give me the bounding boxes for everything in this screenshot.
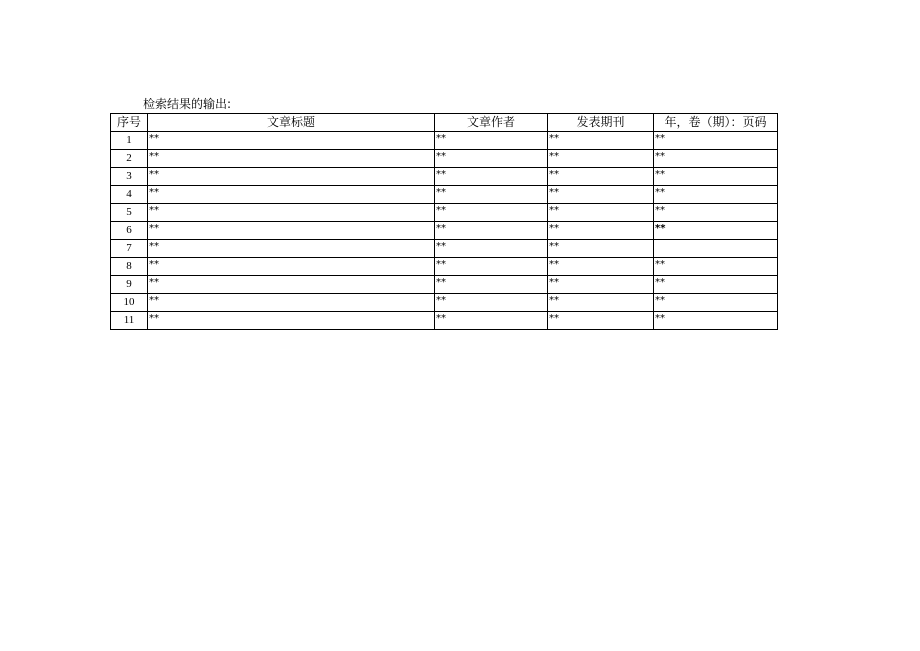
cell-pages: ** (654, 222, 778, 240)
cell-pages (654, 240, 778, 258)
cell-title: ** (148, 132, 435, 150)
header-row (111, 114, 778, 132)
cell-journal: ** (548, 186, 654, 204)
cell-journal: ** (548, 168, 654, 186)
cell-no: 3 (111, 168, 148, 186)
table-row (111, 204, 778, 222)
cell-journal: ** (548, 312, 654, 330)
table-body (111, 132, 778, 330)
cell-pages: ** (654, 258, 778, 276)
header-pages: 年，卷（期）：页码 (654, 114, 778, 132)
cell-no: 1 (111, 132, 148, 150)
cell-journal: ** (548, 222, 654, 240)
table-row (111, 312, 778, 330)
cell-pages: ** (654, 294, 778, 312)
caption: 检索结果的输出: (143, 97, 232, 111)
cell-no: 11 (111, 312, 148, 330)
header-title: 文章标题 (148, 114, 435, 132)
cell-author: ** (435, 258, 548, 276)
cell-pages: ** (654, 312, 778, 330)
cell-author: ** (435, 312, 548, 330)
cell-author: ** (435, 168, 548, 186)
cell-journal: ** (548, 204, 654, 222)
cell-journal: ** (548, 132, 654, 150)
table-row (111, 258, 778, 276)
results-table (110, 113, 778, 330)
cell-title: ** (148, 294, 435, 312)
cell-pages: ** (654, 150, 778, 168)
cell-title: ** (148, 240, 435, 258)
cell-journal: ** (548, 150, 654, 168)
table-row (111, 222, 778, 240)
cell-no: 6 (111, 222, 148, 240)
cell-author: ** (435, 186, 548, 204)
cell-author: ** (435, 204, 548, 222)
table-row (111, 168, 778, 186)
cell-pages: ** (654, 276, 778, 294)
table-row (111, 186, 778, 204)
cell-no: 9 (111, 276, 148, 294)
cell-pages: ** (654, 204, 778, 222)
cell-pages: ** (654, 186, 778, 204)
cell-title: ** (148, 312, 435, 330)
cell-title: ** (148, 168, 435, 186)
cell-no: 2 (111, 150, 148, 168)
cell-pages: ** (654, 132, 778, 150)
header-journal: 发表期刊 (548, 114, 654, 132)
table-row (111, 240, 778, 258)
table-row (111, 276, 778, 294)
cell-title: ** (148, 204, 435, 222)
cell-no: 4 (111, 186, 148, 204)
table-row (111, 150, 778, 168)
cell-author: ** (435, 240, 548, 258)
cell-no: 7 (111, 240, 148, 258)
cell-journal: ** (548, 258, 654, 276)
cell-title: ** (148, 258, 435, 276)
cell-no: 8 (111, 258, 148, 276)
cell-author: ** (435, 294, 548, 312)
cell-author: ** (435, 150, 548, 168)
cell-no: 10 (111, 294, 148, 312)
cell-no: 5 (111, 204, 148, 222)
cell-journal: ** (548, 240, 654, 258)
cell-title: ** (148, 186, 435, 204)
header-no: 序号 (111, 114, 148, 132)
cell-pages: ** (654, 168, 778, 186)
cell-journal: ** (548, 276, 654, 294)
cell-author: ** (435, 276, 548, 294)
cell-title: ** (148, 222, 435, 240)
cell-author: ** (435, 132, 548, 150)
table-row (111, 294, 778, 312)
cell-author: ** (435, 222, 548, 240)
header-author: 文章作者 (435, 114, 548, 132)
table-row (111, 132, 778, 150)
cell-title: ** (148, 150, 435, 168)
cell-title: ** (148, 276, 435, 294)
cell-journal: ** (548, 294, 654, 312)
